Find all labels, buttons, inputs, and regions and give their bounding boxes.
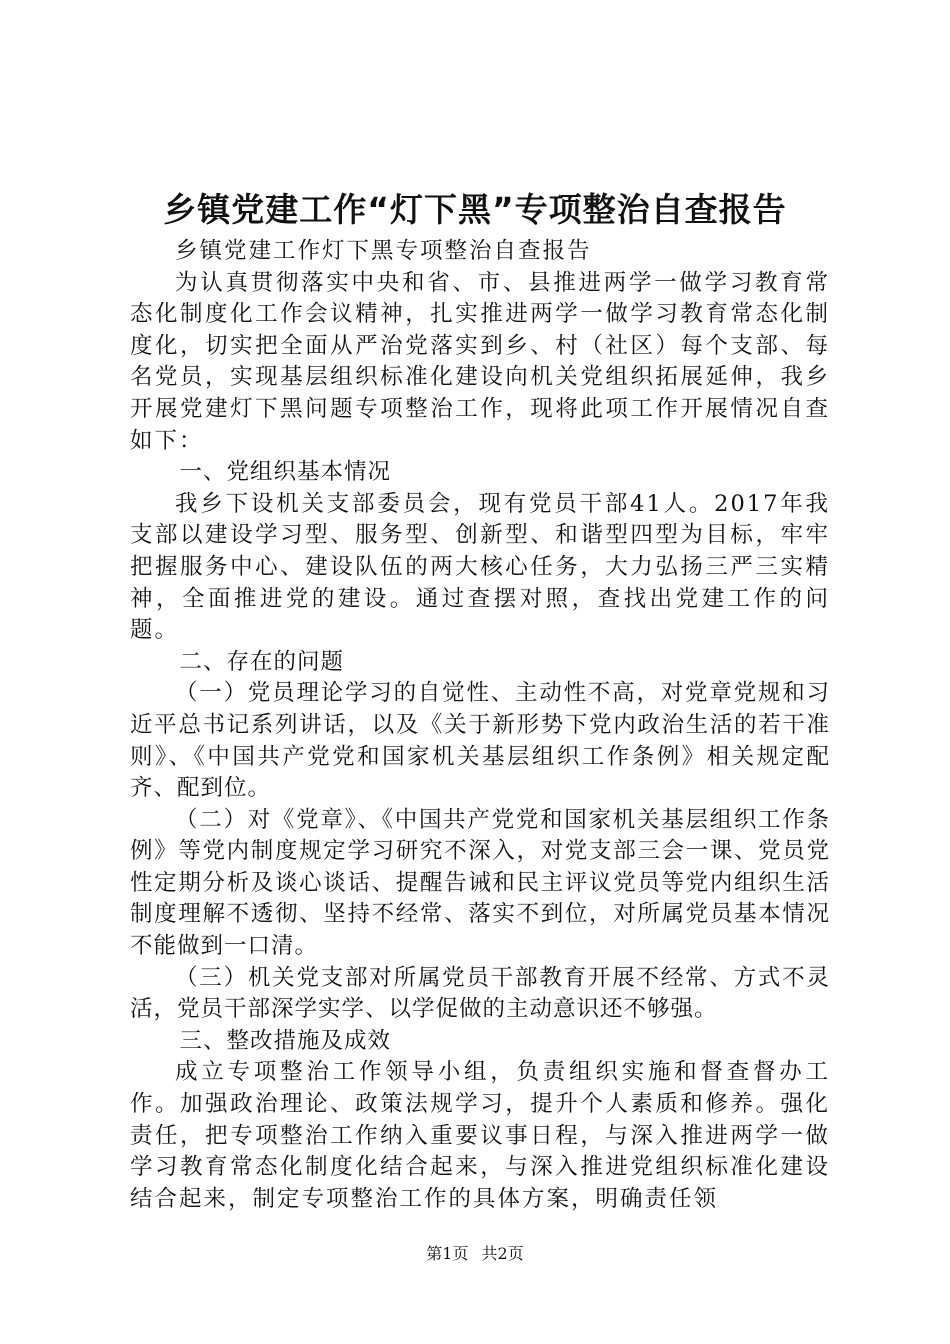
section-heading-2: 二、存在的问题 <box>179 648 345 675</box>
paragraph-subtitle: 乡镇党建工作灯下黑专项整治自查报告 <box>175 238 592 264</box>
page-number: 第1页 <box>426 1244 469 1263</box>
document-body <box>130 236 830 1215</box>
paragraph-problem-1: （一）党员理论学习的自觉性、主动性不高，对党章党规和习近平总书记系列讲话，以及《关于新形势下党内政治生活的若干准则》、《中国共产党党和国家机关基层组织工作条例》相关规定配齐、配到位。 <box>130 680 830 802</box>
page-footer <box>0 1243 950 1265</box>
paragraph-problem-3: （三）机关党支部对所属党员干部教育开展不经常、方式不灵活，党员干部深学实学、以学促做的主动意识还不够强。 <box>130 964 830 1023</box>
section-heading-1: 一、党组织基本情况 <box>179 459 392 486</box>
document-title: 乡镇党建工作“灯下黑”专项整治自查报告 <box>163 190 787 229</box>
paragraph-intro: 为认真贯彻落实中央和省、市、县推进两学一做学习教育常态化制度化工作会议精神，扎实推进两学一做学习教育常态化制度化，切实把全面从严治党落实到乡、村（社区）每个支部、每名党员，实现基层组织标准化建设向机关党组织拓展延伸，我乡开展党建灯下黑问题专项整治工作，现将此项工作开展情况自查如下： <box>130 269 830 454</box>
page-total: 共2页 <box>481 1244 524 1263</box>
paragraph-problem-2: （二）对《党章》、《中国共产党党和国家机关基层组织工作条例》等党内制度规定学习研究不深入，对党支部三会一课、党员党性定期分析及谈心谈话、提醒告诫和民主评议党员等党内组织生活制度理解不透彻、坚持不经常、落实不到位，对所属党员基本情况不能做到一口清。 <box>130 806 830 960</box>
section-heading-3: 三、整改措施及成效 <box>179 1027 392 1054</box>
paragraph-section-3: 成立专项整治工作领导小组，负责组织实施和督查督办工作。加强政治理论、政策法规学习，提升个人素质和修养。强化责任，把专项整治工作纳入重要议事日程，与深入推进两学一做学习教育常态化制度化结合起来，与深入推进党组织标准化建设结合起来，制定专项整治工作的具体方案，明确责任领 <box>130 1059 830 1212</box>
paragraph-section-1: 我乡下设机关支部委员会，现有党员干部41人。2017年我支部以建设学习型、服务型、创新型、和谐型四型为目标，牢牢把握服务中心、建设队伍的两大核心任务，大力弘扬三严三实精神，全面推进党的建设。通过查摆对照，查找出党建工作的问题。 <box>130 490 830 644</box>
